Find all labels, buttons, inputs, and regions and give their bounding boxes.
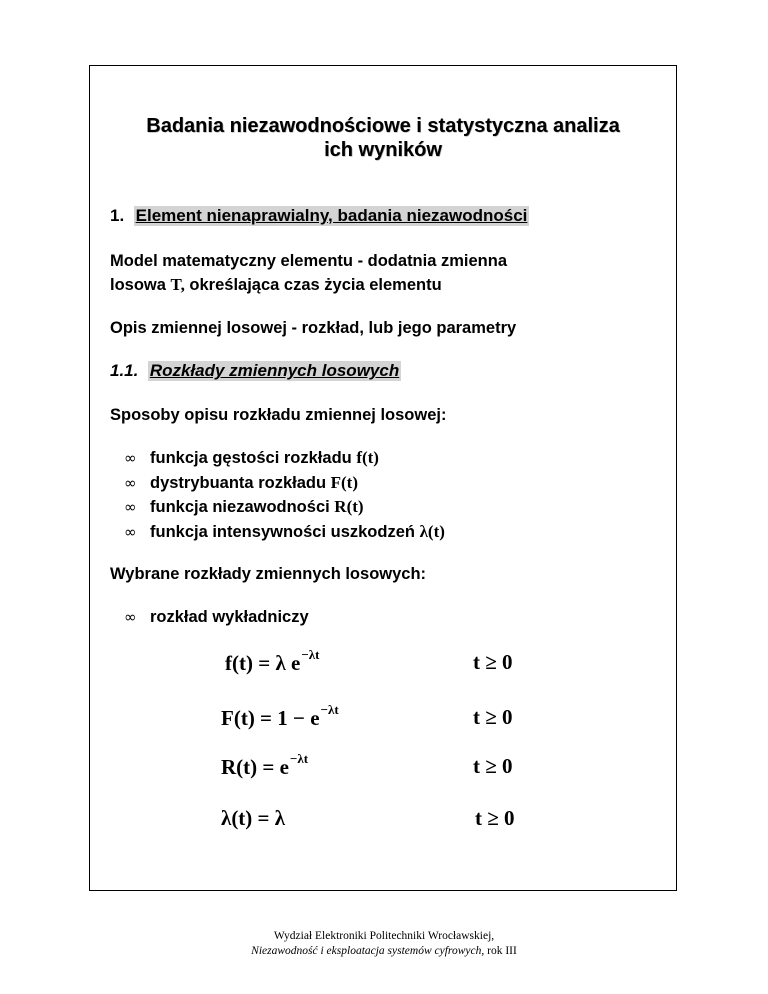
infinity-bullet-icon: ∞	[124, 608, 137, 626]
formula-cdf-condition: t ≥ 0	[473, 705, 513, 729]
description-list	[124, 446, 445, 544]
model-line-1: Model matematyczny elementu - dodatnia zmienna	[110, 252, 507, 270]
page-frame	[89, 65, 677, 891]
formula-hazard	[221, 806, 285, 831]
formula-lhs: F(t) = 1 − e	[221, 706, 320, 730]
formula-lhs: R(t) = e	[221, 755, 289, 779]
list-item-math: R(t)	[334, 497, 364, 516]
section-1-1-heading	[110, 361, 401, 381]
list-item-text: funkcja intensywności uszkodzeń	[150, 522, 420, 541]
formula-reliability-condition: t ≥ 0	[473, 754, 513, 778]
infinity-bullet-icon: ∞	[124, 473, 137, 492]
title-line-2: ich wyników	[324, 139, 442, 161]
section-1-title: Element nienaprawialny, badania niezawodności	[135, 206, 528, 225]
footer	[0, 929, 768, 959]
opis-paragraph: Opis zmiennej losowej - rozkład, lub jego parametry	[110, 319, 517, 337]
list-item-math: f(t)	[356, 448, 379, 467]
title-line-1: Badania niezawodnościowe i statystyczna analiza	[146, 115, 620, 137]
formula-cdf	[221, 702, 339, 731]
formula-lhs: λ(t) = λ	[221, 806, 286, 830]
footer-line-2	[0, 944, 768, 959]
page-title	[90, 114, 676, 162]
footer-year: , rok III	[481, 945, 517, 957]
section-1-number: 1.	[110, 206, 125, 225]
sposoby-heading: Sposoby opisu rozkładu zmiennej losowej:	[110, 406, 447, 424]
formula-exponent: −λt	[301, 647, 320, 662]
distribution-item-text: rozkład wykładniczy	[150, 608, 309, 626]
model-line-2	[110, 273, 507, 297]
section-1-heading	[110, 206, 529, 226]
formula-hazard-condition: t ≥ 0	[475, 806, 515, 830]
section-1-1-title: Rozkłady zmiennych losowych	[149, 361, 400, 380]
wybrane-heading: Wybrane rozkłady zmiennych losowych:	[110, 565, 427, 583]
list-item-text: dystrybuanta rozkładu	[150, 473, 331, 492]
list-item	[124, 446, 445, 471]
formula-density-condition: t ≥ 0	[473, 650, 513, 674]
list-item-math: λ(t)	[419, 521, 445, 541]
infinity-bullet-icon: ∞	[124, 498, 137, 516]
distribution-item	[124, 606, 309, 629]
list-item-text: funkcja niezawodności	[150, 498, 335, 516]
model-line-2-b: określająca czas życia elementu	[184, 276, 442, 294]
list-item	[124, 520, 445, 545]
list-item-math: F(t)	[330, 472, 358, 492]
infinity-bullet-icon: ∞	[124, 449, 137, 467]
formula-density	[225, 647, 320, 676]
formula-lhs: f(t) = λ e	[225, 651, 301, 675]
footer-course-name: Niezawodność i eksploatacja systemów cyfrowych	[251, 945, 482, 957]
section-1-1-number: 1.1.	[110, 361, 139, 380]
model-line-2-a: losowa	[110, 276, 171, 294]
infinity-bullet-icon: ∞	[124, 522, 137, 541]
formula-exponent: −λt	[289, 751, 309, 766]
list-item	[124, 495, 445, 520]
list-item	[124, 471, 445, 496]
formula-reliability	[221, 751, 309, 780]
formula-exponent: −λt	[320, 702, 339, 717]
footer-line-1: Wydział Elektroniki Politechniki Wrocławskiej,	[273, 930, 495, 942]
var-T: T,	[170, 275, 185, 294]
model-paragraph	[110, 250, 507, 297]
list-item-text: funkcja gęstości rozkładu	[150, 449, 357, 467]
